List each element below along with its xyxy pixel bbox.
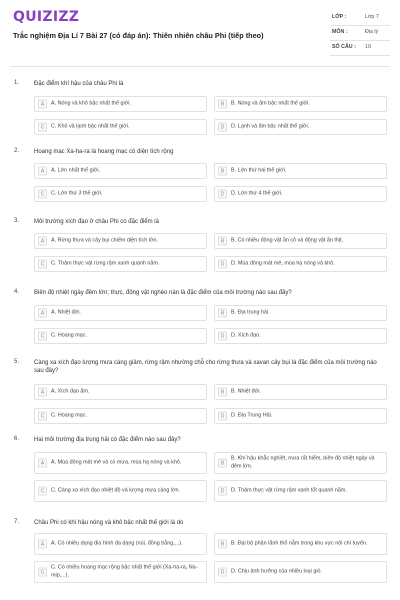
answer-option-b[interactable] <box>214 452 387 474</box>
question-text: Càng xa xích đạo lượng mưa càng giảm, rừng rậm nhường chỗ cho rừng thưa và xavan cây bụi là đặc điểm của môi trường nào sau đây? <box>34 360 377 374</box>
answer-option-a[interactable] <box>34 533 207 555</box>
answer-option-b[interactable] <box>214 533 387 555</box>
option-letter-badge: C <box>38 332 47 341</box>
info-value: Địa lý <box>365 29 379 35</box>
option-letter-badge: C <box>38 123 47 132</box>
option-letter-badge: A <box>38 540 47 549</box>
option-text: C. Thảm thực vật rừng rậm xanh quanh năm. <box>51 260 160 267</box>
option-letter-badge: A <box>38 100 47 109</box>
option-letter-badge: D <box>218 332 227 341</box>
info-label: SỐ CÂU : <box>332 44 356 50</box>
header-divider <box>10 66 390 67</box>
info-value: 10 <box>365 44 371 50</box>
option-letter-badge: D <box>218 412 227 421</box>
option-letter-badge: B <box>218 388 227 397</box>
option-letter-badge: A <box>38 309 47 318</box>
option-text: A. Mùa đông mát mẻ và có mưa, mùa hạ nóng và khô. <box>51 459 182 466</box>
question-number: 5. <box>14 359 20 365</box>
option-text: B. Nóng và ẩm bậc nhất thế giới. <box>231 100 310 107</box>
info-value: Lớp 7 <box>365 14 379 20</box>
info-row-class <box>330 11 390 26</box>
answer-option-b[interactable] <box>214 163 387 179</box>
question-text: Biên độ nhiệt ngày đêm lớn; thực, động vật nghèo nàn là đặc điểm của môi trường nào sau đây? <box>34 290 292 296</box>
option-text: B. Lớn thứ hai thế giới. <box>231 167 287 174</box>
option-letter-badge: C <box>38 412 47 421</box>
option-letter-badge: D <box>218 123 227 132</box>
option-letter-badge: A <box>38 237 47 246</box>
answer-option-b[interactable] <box>214 233 387 249</box>
option-letter-badge: B <box>218 100 227 109</box>
option-letter-badge: A <box>38 388 47 397</box>
option-text: A. Lớn nhất thế giới. <box>51 167 101 174</box>
answer-option-c[interactable] <box>34 561 207 583</box>
info-table <box>330 11 390 56</box>
info-label: MÔN : <box>332 29 348 35</box>
answer-option-d[interactable] <box>214 328 387 344</box>
option-letter-badge: B <box>218 459 227 468</box>
option-letter-badge: A <box>38 167 47 176</box>
quizizz-logo[interactable]: QUIZIZZ <box>13 9 80 25</box>
option-text: C. Hoang mạc. <box>51 412 87 419</box>
option-text: D. Địa Trung Hải. <box>231 412 273 419</box>
option-text: B. Có nhiều động vật ăn cỏ và động vật ăn thịt, <box>231 237 344 244</box>
option-letter-badge: C <box>38 568 47 577</box>
option-letter-badge: C <box>38 190 47 199</box>
answer-option-b[interactable] <box>214 96 387 112</box>
question-number: 4. <box>14 289 20 295</box>
answer-option-c[interactable] <box>34 119 207 135</box>
question-text: Hoang mạc Xa-ha-ra là hoang mạc có diện tích rộng <box>34 149 174 155</box>
option-letter-badge: B <box>218 540 227 549</box>
answer-option-c[interactable] <box>34 186 207 202</box>
option-text: A. Nhiệt đới. <box>51 309 81 316</box>
option-text: A. Nóng và khô bậc nhất thế giới. <box>51 100 131 107</box>
answer-option-a[interactable] <box>34 384 207 400</box>
option-letter-badge: D <box>218 190 227 199</box>
option-letter-badge: B <box>218 309 227 318</box>
info-row-subject <box>330 26 390 41</box>
option-text: C. Hoang mạc. <box>51 332 87 339</box>
answer-option-a[interactable] <box>34 163 207 179</box>
answer-option-c[interactable] <box>34 256 207 272</box>
answer-option-c[interactable] <box>34 408 207 424</box>
worksheet-header <box>0 0 400 68</box>
option-letter-badge: B <box>218 167 227 176</box>
question-number: 1. <box>14 80 20 86</box>
answer-option-c[interactable] <box>34 328 207 344</box>
option-text: B. Khí hậu khắc nghiệt, mưa rất hiếm, biên độ nhiệt ngày và đêm lớn. <box>231 455 375 469</box>
answer-option-d[interactable] <box>214 256 387 272</box>
option-text: D. Lớn thứ 4 thế giới. <box>231 190 283 197</box>
answer-option-c[interactable] <box>34 480 207 502</box>
answer-option-d[interactable] <box>214 186 387 202</box>
option-text: B. Nhiệt đới. <box>231 388 261 395</box>
option-letter-badge: C <box>38 260 47 269</box>
option-letter-badge: D <box>218 260 227 269</box>
answer-option-a[interactable] <box>34 96 207 112</box>
question-number: 6. <box>14 436 20 442</box>
question-text: Môi trường xích đạo ở châu Phi có đặc điểm là <box>34 219 159 225</box>
question-number: 2. <box>14 148 20 154</box>
answer-option-d[interactable] <box>214 561 387 583</box>
answer-option-a[interactable] <box>34 305 207 321</box>
question-number: 7. <box>14 519 20 525</box>
question-text: Hai môi trường địa trung hải có đặc điểm nào sau đây? <box>34 437 181 443</box>
answer-option-a[interactable] <box>34 233 207 249</box>
worksheet-title: Trắc nghiệm Địa Lí 7 Bài 27 (có đáp án): Thiên nhiên châu Phi (tiếp theo) <box>13 31 264 40</box>
answer-option-d[interactable] <box>214 119 387 135</box>
answer-option-d[interactable] <box>214 408 387 424</box>
option-text: A. Có nhiều dạng địa hình đa dạng (núi, đồng bằng,...). <box>51 540 183 547</box>
option-text: A. Xích đạo ẩm. <box>51 388 90 395</box>
question-number: 3. <box>14 218 20 224</box>
option-letter-badge: D <box>218 487 227 496</box>
option-letter-badge: A <box>38 459 47 468</box>
option-text: D. Xích đạo. <box>231 332 261 339</box>
info-label: LỚP : <box>332 14 347 20</box>
question-text: Đặc điểm khí hậu của châu Phi là <box>34 81 124 87</box>
info-row-count <box>330 41 390 56</box>
option-text: A. Rừng thưa và cây bụi chiếm diện tích lớn. <box>51 237 158 244</box>
option-letter-badge: B <box>218 237 227 246</box>
option-text: C. Lớn thứ 3 thế giới. <box>51 190 103 197</box>
option-letter-badge: C <box>38 487 47 496</box>
option-text: C. Càng xa xích đạo nhiệt độ và lượng mưa càng lớn. <box>51 487 181 494</box>
answer-option-d[interactable] <box>214 480 387 502</box>
answer-option-b[interactable] <box>214 384 387 400</box>
option-text: D. Chịu ảnh hưởng của nhiều loại gió. <box>231 568 323 575</box>
option-text: B. Địa trung hải. <box>231 309 270 316</box>
option-text: C. Khô và lạnh bậc nhất thế giới. <box>51 123 130 130</box>
option-letter-badge: D <box>218 568 227 577</box>
option-text: B. Đại bộ phận lãnh thổ nằm trong khu vực nội chí tuyến. <box>231 540 368 547</box>
answer-option-b[interactable] <box>214 305 387 321</box>
question-text: Châu Phi có khí hậu nóng và khô bậc nhất thế giới là do <box>34 520 184 526</box>
answer-option-a[interactable] <box>34 452 207 474</box>
option-text: C. Có nhiều hoang mạc rộng bậc nhất thế giới (Xa-ha-ra, Na-mip,...). <box>51 564 198 578</box>
option-text: D. Thảm thực vật rừng rậm xanh tốt quanh năm. <box>231 487 347 494</box>
option-text: D. Lạnh và ẩm bậc nhất thế giới. <box>231 123 310 130</box>
option-text: D. Mùa đông mát mẻ, mùa hạ nóng và khô. <box>231 260 335 267</box>
